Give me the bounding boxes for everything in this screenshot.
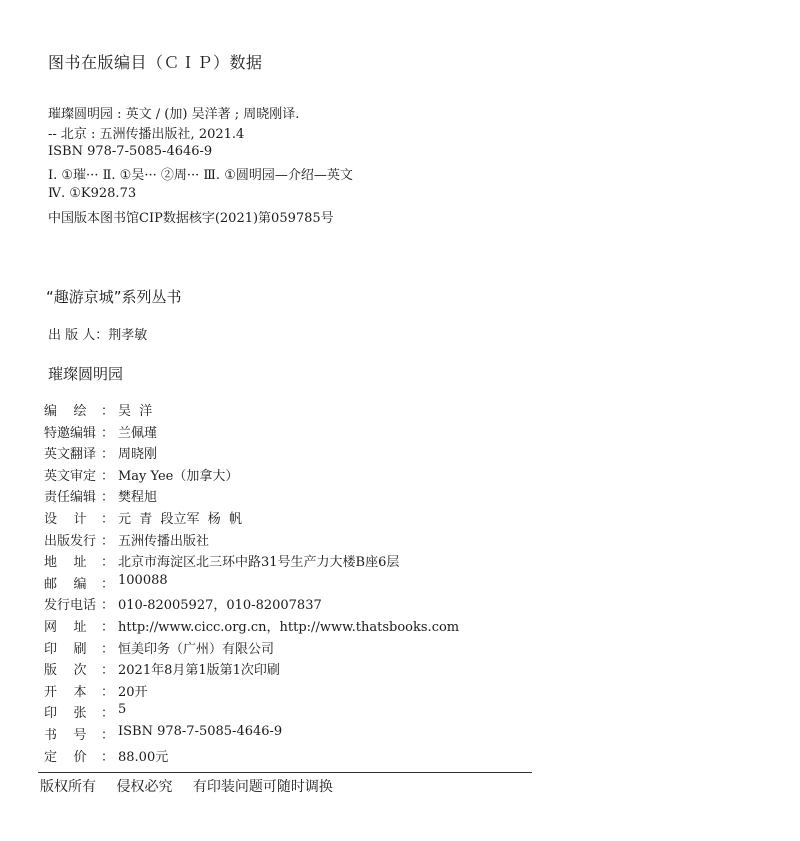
cip-line: 璀璨圆明园 : 英文 / (加) 吴洋著 ; 周晓刚译.: [48, 107, 300, 122]
credit-row: [44, 573, 168, 592]
credit-row: [44, 724, 282, 743]
credit-value: 010-82005927，010-82007837: [118, 598, 322, 614]
credit-row: [44, 400, 152, 419]
credit-label: 开 本 ：: [44, 684, 114, 700]
rights-item: 有印装问题可随时调换: [192, 779, 333, 795]
rights-item: 版权所有: [40, 779, 96, 795]
credit-row: [44, 551, 399, 570]
cip-line: 中国版本图书馆CIP数据核字(2021)第059785号: [48, 211, 334, 226]
credit-label: 印 张 ：: [44, 706, 114, 722]
credit-value: 20开: [118, 684, 148, 700]
credit-label: 出版发行 ：: [44, 533, 114, 549]
series-title: “趣游京城”系列丛书: [46, 288, 182, 306]
credit-label: 版 次 ：: [44, 663, 114, 679]
credit-row: [44, 486, 157, 505]
publisher-line: 出 版 人：荆孝敏: [48, 328, 148, 343]
credit-value: ISBN 978-7-5085-4646-9: [118, 724, 283, 739]
credit-value: May Yee（加拿大）: [118, 468, 239, 484]
credit-label: 书 号 ：: [44, 728, 114, 743]
credit-value: 88.00元: [118, 749, 169, 765]
credit-row: [44, 746, 168, 765]
credit-value: 五洲传播出版社: [118, 533, 210, 549]
credit-value: 周晓刚: [118, 447, 158, 463]
cip-line: Ⅳ. ①K928.73: [48, 186, 137, 201]
credit-row: [44, 530, 209, 549]
credit-row: [44, 659, 280, 678]
credit-value: 元 青 段立军 杨 帆: [118, 512, 243, 527]
cip-line: Ⅰ. ①璀··· Ⅱ. ①吴··· ②周··· Ⅲ. ①圆明园—介绍—英文: [48, 168, 353, 183]
credit-value: 兰佩瑾: [118, 425, 158, 441]
credit-label: 印 刷 ：: [44, 641, 114, 657]
credit-label: 邮 编 ：: [44, 576, 114, 592]
cip-title: 图书在版编目（ＣＩＰ）数据: [48, 53, 263, 72]
credit-value: 2021年8月第1版第1次印刷: [118, 663, 280, 679]
rights-line: [40, 776, 349, 796]
credit-row: [44, 443, 157, 462]
divider-rule: [38, 772, 532, 773]
credit-label: 编 绘 ：: [44, 404, 114, 419]
credit-value: 吴 洋: [118, 404, 153, 419]
credit-row: [44, 616, 459, 635]
cip-line: ISBN 978-7-5085-4646-9: [48, 144, 213, 159]
credit-label: 发行电话 ：: [44, 598, 114, 614]
credit-row: [44, 638, 274, 657]
credit-value: 北京市海淀区北三环中路31号生产力大楼B座6层: [118, 555, 400, 571]
credit-label: 责任编辑 ：: [44, 490, 114, 506]
credit-label: 地 址 ：: [44, 555, 114, 571]
credit-label: 网 址 ：: [44, 620, 114, 635]
credit-row: [44, 465, 238, 484]
cip-line: -- 北京 : 五洲传播出版社, 2021.4: [48, 127, 245, 142]
credit-row: [44, 422, 157, 441]
credit-value: 100088: [118, 572, 168, 588]
credit-value: http://www.cicc.org.cn，http://www.thatsbooks.com: [118, 620, 460, 635]
credit-value: 恒美印务（广州）有限公司: [118, 641, 275, 657]
credit-label: 英文翻译 ：: [44, 447, 114, 463]
credit-label: 英文审定 ：: [44, 468, 114, 484]
credit-row: [44, 681, 148, 700]
credit-label: 特邀编辑 ：: [44, 425, 114, 441]
credit-row: [44, 594, 322, 613]
credit-label: 设 计 ：: [44, 512, 114, 527]
rights-item: 侵权必究: [116, 779, 173, 795]
credit-value: 樊程旭: [118, 490, 158, 506]
book-title: 璀璨圆明园: [48, 365, 124, 383]
credit-row: [44, 508, 242, 527]
credit-value: 5: [118, 702, 127, 718]
credit-row: [44, 702, 126, 721]
credit-label: 定 价 ：: [44, 749, 114, 765]
